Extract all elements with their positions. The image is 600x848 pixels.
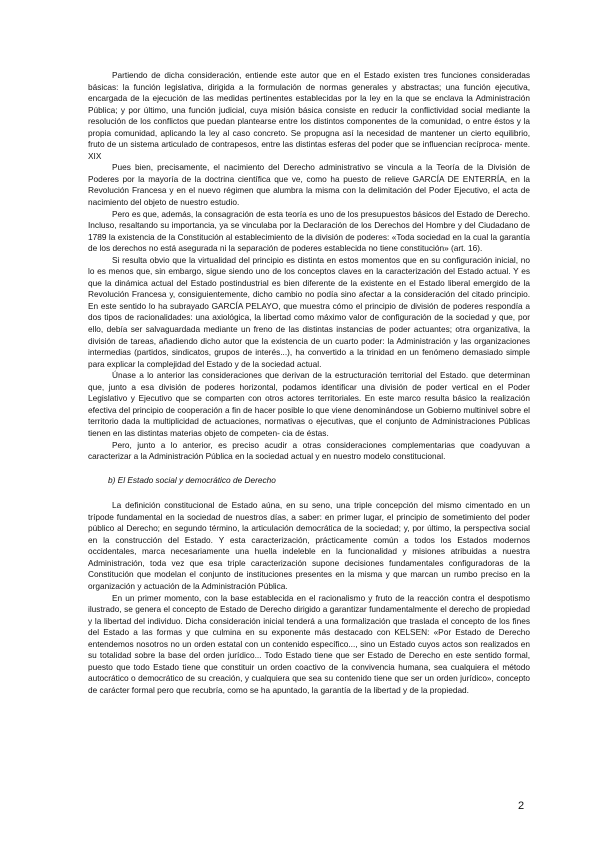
paragraph: En un primer momento, con la base establecida en el racionalismo y fruto de la reacción contra el despotismo ilustrado, se genera el concepto de Estado de Derecho dirigido a garantizar fundamentalmente el derecho de propiedad y la libertad del individuo. Dicha consideración inicial tenderá a una formalización que traslada el concepto de los fines del Estado a las formas y que culmina en su exponente más destacado con KELSEN: «Por Estado de Derecho entendemos nosotros no un orden estatal con un contenido específico..., sino un Estado cuyos actos son realizados en su totalidad sobre la base del orden jurídico... Todo Estado tiene que ser Estado de Derecho en este sentido formal, puesto que todo Estado tiene que constituir un orden coactivo de la convivencia humana, sea cualquiera el método autocrático o democrático de su creación, y cualquiera que sea su contenido tiene que ser un orden jurídico», concepto de carácter formal pero que recubría, como se ha apuntado, la garantía de la libertad y de la propiedad. (88, 592, 530, 695)
paragraph: Pero es que, además, la consagración de esta teoría es uno de los presupuestos básicos del Estado de Derecho. Incluso, resaltando su importancia, ya se vinculaba por la Declaración de los Derechos del Hombre y del Ciudadano de 1789 la existencia de la Constitución al establecimiento de la división de poderes: «Toda sociedad en la cual la garantía de los derechos no está asegurada ni la separación de poderes establecida no tiene constitución» (art. 16). (88, 208, 530, 254)
paragraph: Pues bien, precisamente, el nacimiento del Derecho administrativo se vincula a la Teoría de la División de Poderes por la mayoría de la doctrina científica que ve, como ha puesto de relieve GARCÍA DE ENTERRÍA, en la Revolución Francesa y en el nuevo régimen que alumbra la misma con la delimitación del Poder Ejecutivo, el acta de nacimiento del objeto de nuestro estudio. (88, 162, 530, 208)
section-heading: b) El Estado social y democrático de Derecho (108, 474, 276, 485)
paragraph: Pero, junto a lo anterior, es preciso acudir a otras consideraciones complementarias que coadyuvan a caracterizar a la Administración Pública en la sociedad actual y en nuestro modelo constitucional. (88, 439, 530, 462)
paragraph: Partiendo de dicha consideración, entiende este autor que en el Estado existen tres funciones consideradas básicas: la función legislativa, dirigida a la formulación de normas generales y abstractas; una función ejecutiva, encargada de la ejecución de las medidas pertinentes establecidas por la ley en la que se enclava la Administración Pública; y por último, una función judicial, cuya misión básica consiste en reducir la conflictividad social mediante la resolución de los conflictos que puedan plantearse entre los distintos componentes de la comunidad, o entre éstos y la propia comunidad, aplicando la ley al caso concreto. Se propugna así la necesidad de mantener un cierto equilibrio, fruto de un sistema articulado de contrapesos, entre las distintas esferas del poder que se influencian recíproca- mente. XIX (88, 70, 530, 161)
paragraph: La definición constitucional de Estado aúna, en su seno, una triple concepción del mismo cimentado en un trípode fundamental en la sociedad de nuestros días, a saber: en primer lugar, el principio de sometimiento del poder público al Derecho; en segundo término, la articulación democrática de la sociedad; y, por último, la perspectiva social en la construcción del Estado. Y esta caracterización, prácticamente común a todos los Estados modernos occidentales, marca necesariamente una huella indeleble en la funcionalidad y misiones atribuidas a nuestra Administración, toda vez que esa triple caracterización supone decisiones fundamentales configuradoras de la Constitución que modelan el conjunto de instituciones presentes en la misma y que marcan un rumbo preciso en la organización y actuación de la Administración Pública. (88, 500, 530, 591)
paragraph: Si resulta obvio que la virtualidad del principio es distinta en estos momentos que en su configuración inicial, no lo es menos que, sin embargo, sigue siendo uno de los conceptos claves en la caracterización del Estado actual. Y es que la dinámica actual del Estado postindustrial es bien diferente de la existente en el Estado liberal emergido de la Revolución Francesa y, consiguientemente, dicho cambio no podía sino afectar a la consideración del citado principio. En este sentido lo ha subrayado GARCÍA PELAYO, que muestra cómo el principio de división de poderes respondía a dos tipos de racionalidades: una axiológica, la libertad como máximo valor de configuración de la sociedad y que, por ello, debía ser salvaguardada mediante un freno de las distintas instancias de poder actuantes; otra organizativa, la división de tareas, añadiendo dicho autor que la existencia de un cuarto poder: la Administración y las organizaciones intermedias (partidos, sindicatos, grupos de interés...), ha convertido a la trinidad en un fenómeno demasiado simple para explicar la complejidad del Estado y de la sociedad actual. (88, 254, 530, 369)
document-body (88, 70, 530, 696)
page-number: 2 (518, 800, 525, 812)
paragraph: Únase a lo anterior las consideraciones que derivan de la estructuración territorial del Estado. que determinan que, junto a esa división de poderes horizontal, podamos identificar una división de poder vertical en el Poder Legislativo y Ejecutivo que se comparten con otros actores territoriales. En este marco resulta básico la realización efectiva del principio de cooperación a fin de hacer posible lo que viene denominándose un Gobierno multinivel sobre el territorio dada la multiplicidad de actuaciones, normativas o ejecutivas, que el conjunto de Administraciones Públicas tienen en las distintas materias objeto de competen- cia de éstas. (88, 370, 530, 438)
